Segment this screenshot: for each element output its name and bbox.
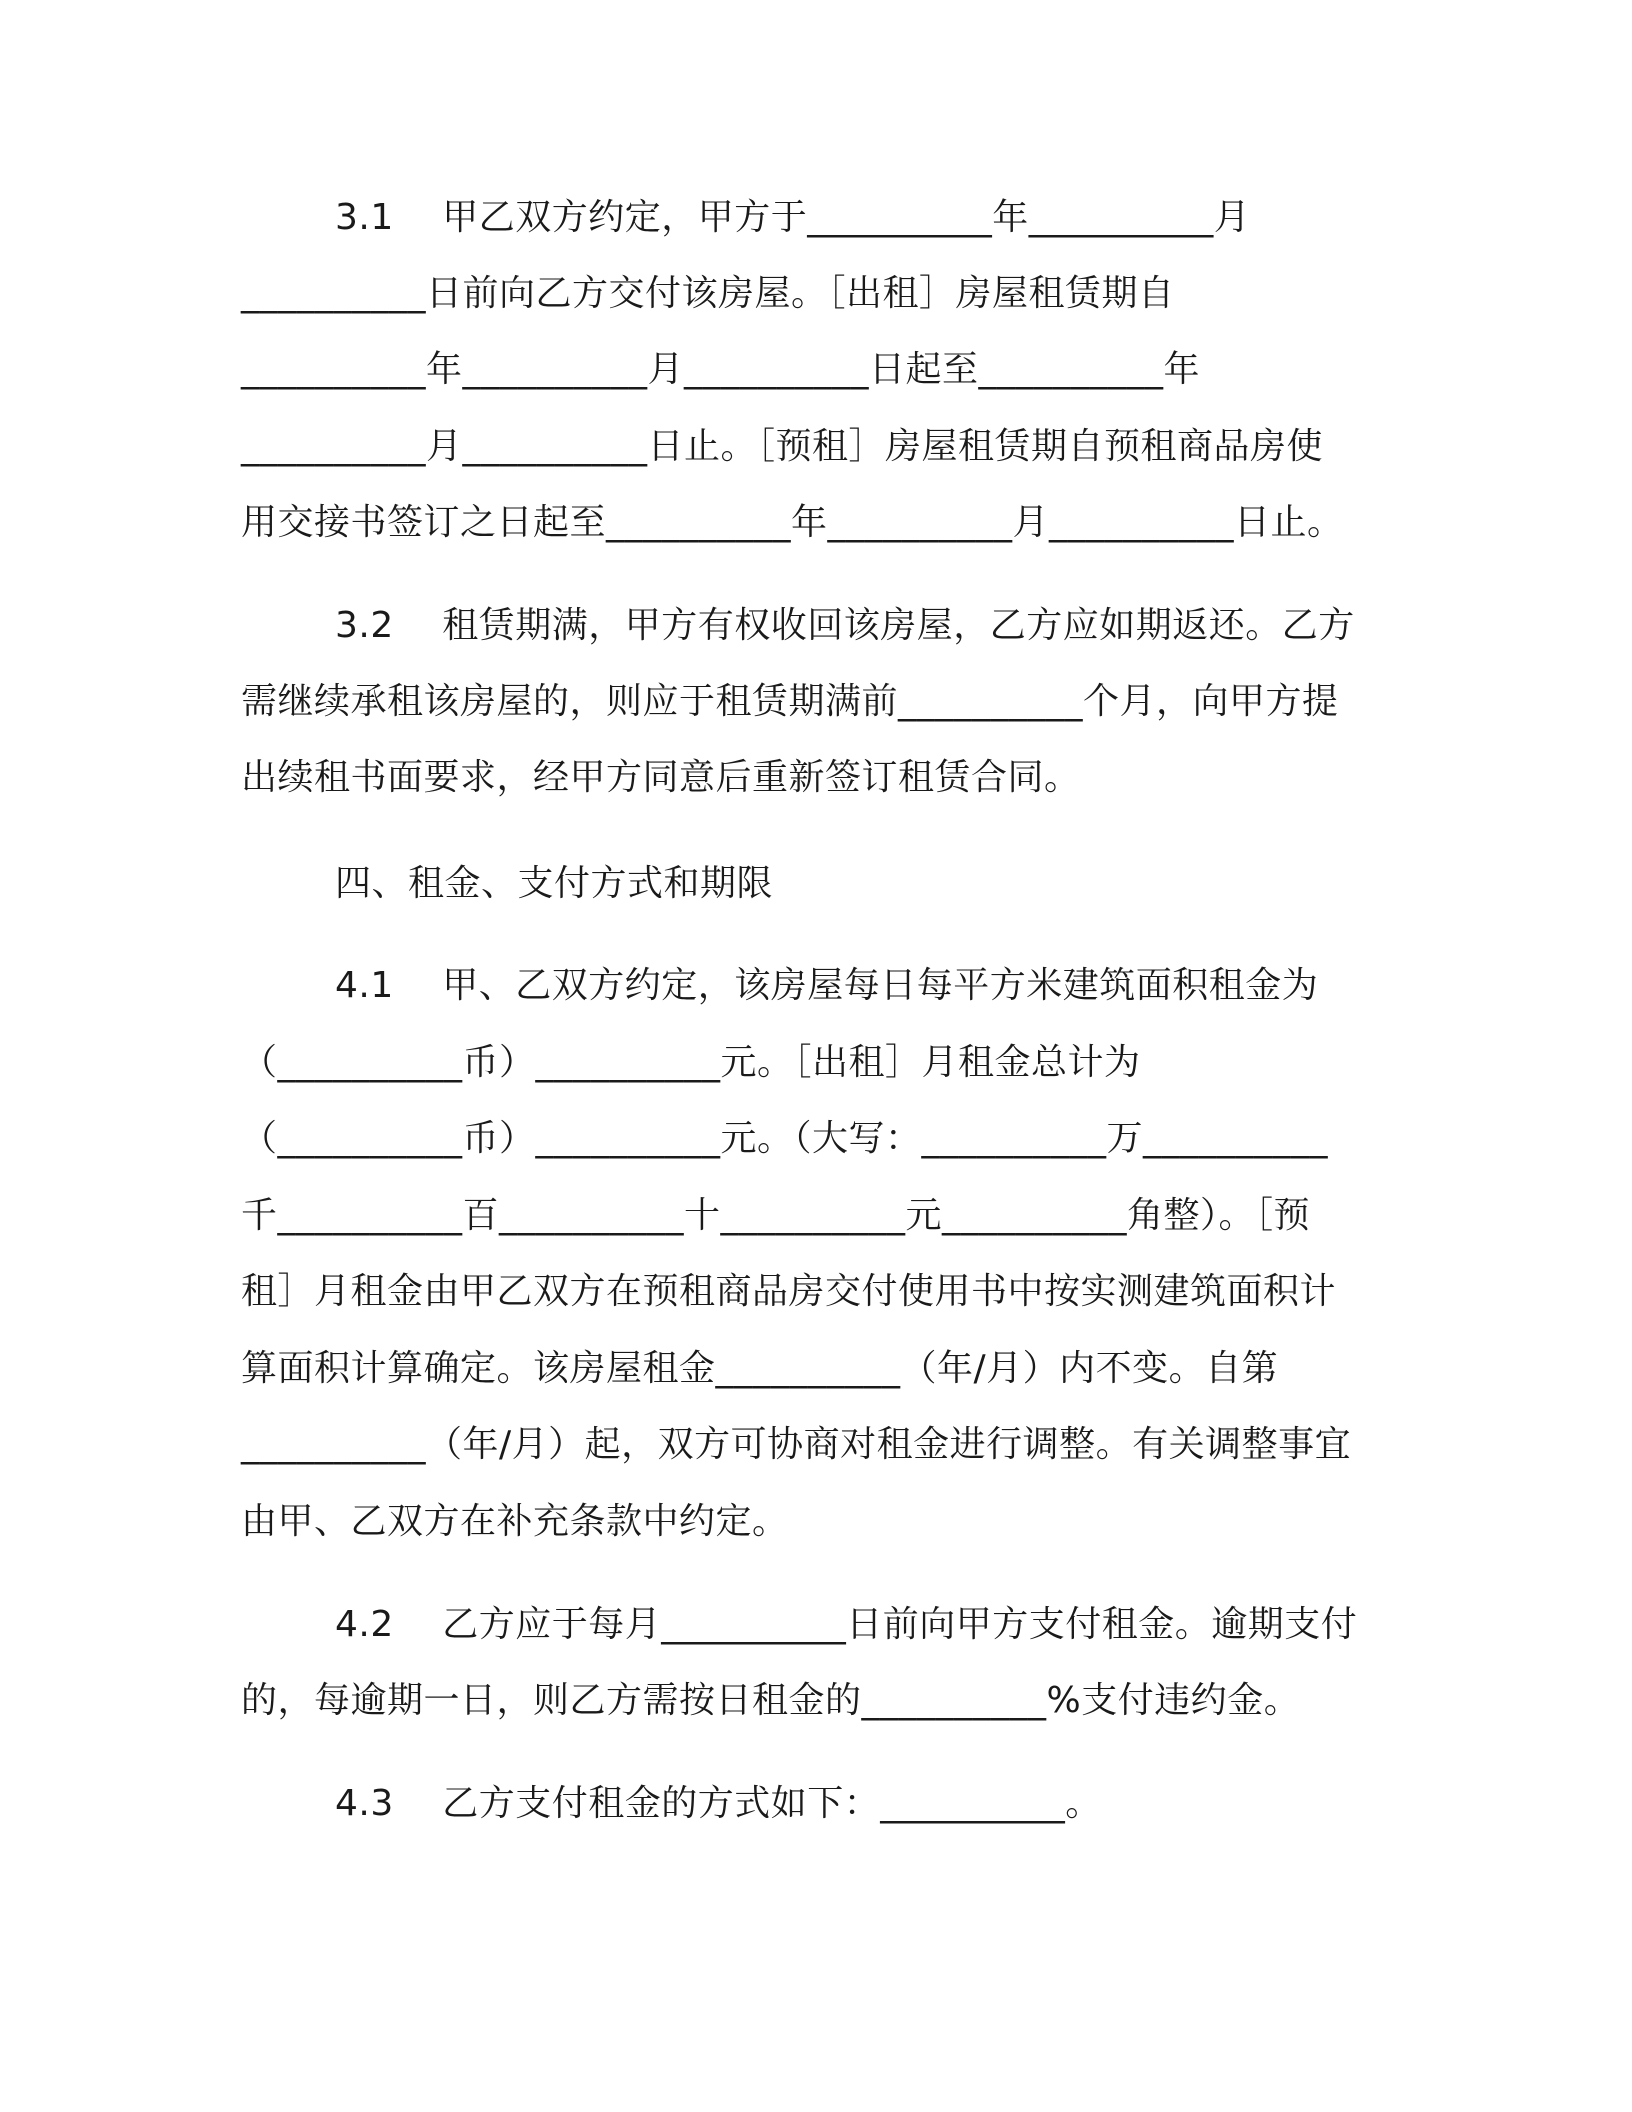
clause-3-1-line-4: __________月__________日止。［预租］房屋租赁期自预租商品房使 — [241, 426, 1324, 467]
clause-4-1-line-1: 4.1 甲、乙双方约定，该房屋每日每平方米建筑面积租金为 — [335, 965, 1319, 1006]
clause-4-1-line-5: 租］月租金由甲乙双方在预租商品房交付使用书中按实测建筑面积计 — [241, 1271, 1337, 1312]
clause-3-1-line-2: __________日前向乙方交付该房屋。［出租］房屋租赁期自 — [241, 273, 1175, 314]
clause-3-1-line-1: 3.1 甲乙双方约定，甲方于__________年__________月 — [335, 197, 1251, 238]
clause-3-1-line-5: 用交接书签订之日起至__________年__________月__________日止。 — [241, 502, 1344, 543]
clause-4-3-line-1: 4.3 乙方支付租金的方式如下：__________。 — [335, 1783, 1102, 1824]
clause-3-2-line-1: 3.2 租赁期满，甲方有权收回该房屋，乙方应如期返还。乙方 — [335, 605, 1355, 646]
clause-4-1-line-2: （__________币）__________元。［出租］月租金总计为 — [241, 1042, 1141, 1083]
section-4-heading: 四、租金、支付方式和期限 — [335, 863, 774, 904]
clause-3-1-line-3: __________年__________月__________日起至__________年 — [241, 349, 1201, 390]
clause-4-1-line-6: 算面积计算确定。该房屋租金__________（年/月）内不变。自第 — [241, 1348, 1279, 1389]
clause-4-1-line-3: （__________币）__________元。（大写：__________万__________ — [241, 1118, 1329, 1159]
clause-3-2-line-2: 需继续承租该房屋的，则应于租赁期满前__________个月，向甲方提 — [241, 681, 1339, 722]
clause-4-1-line-7: __________（年/月）起，双方可协商对租金进行调整。有关调整事宜 — [241, 1424, 1352, 1465]
clause-4-2-line-2: 的，每逾期一日，则乙方需按日租金的__________%支付违约金。 — [241, 1680, 1301, 1721]
clause-4-1-line-4: 千__________百__________十__________元__________角整）。［预 — [241, 1195, 1311, 1236]
clause-4-2-line-1: 4.2 乙方应于每月__________日前向甲方支付租金。逾期支付 — [335, 1604, 1358, 1645]
clause-3-2-line-3: 出续租书面要求，经甲方同意后重新签订租赁合同。 — [241, 757, 1081, 798]
clause-4-1-line-8: 由甲、乙双方在补充条款中约定。 — [241, 1501, 789, 1542]
